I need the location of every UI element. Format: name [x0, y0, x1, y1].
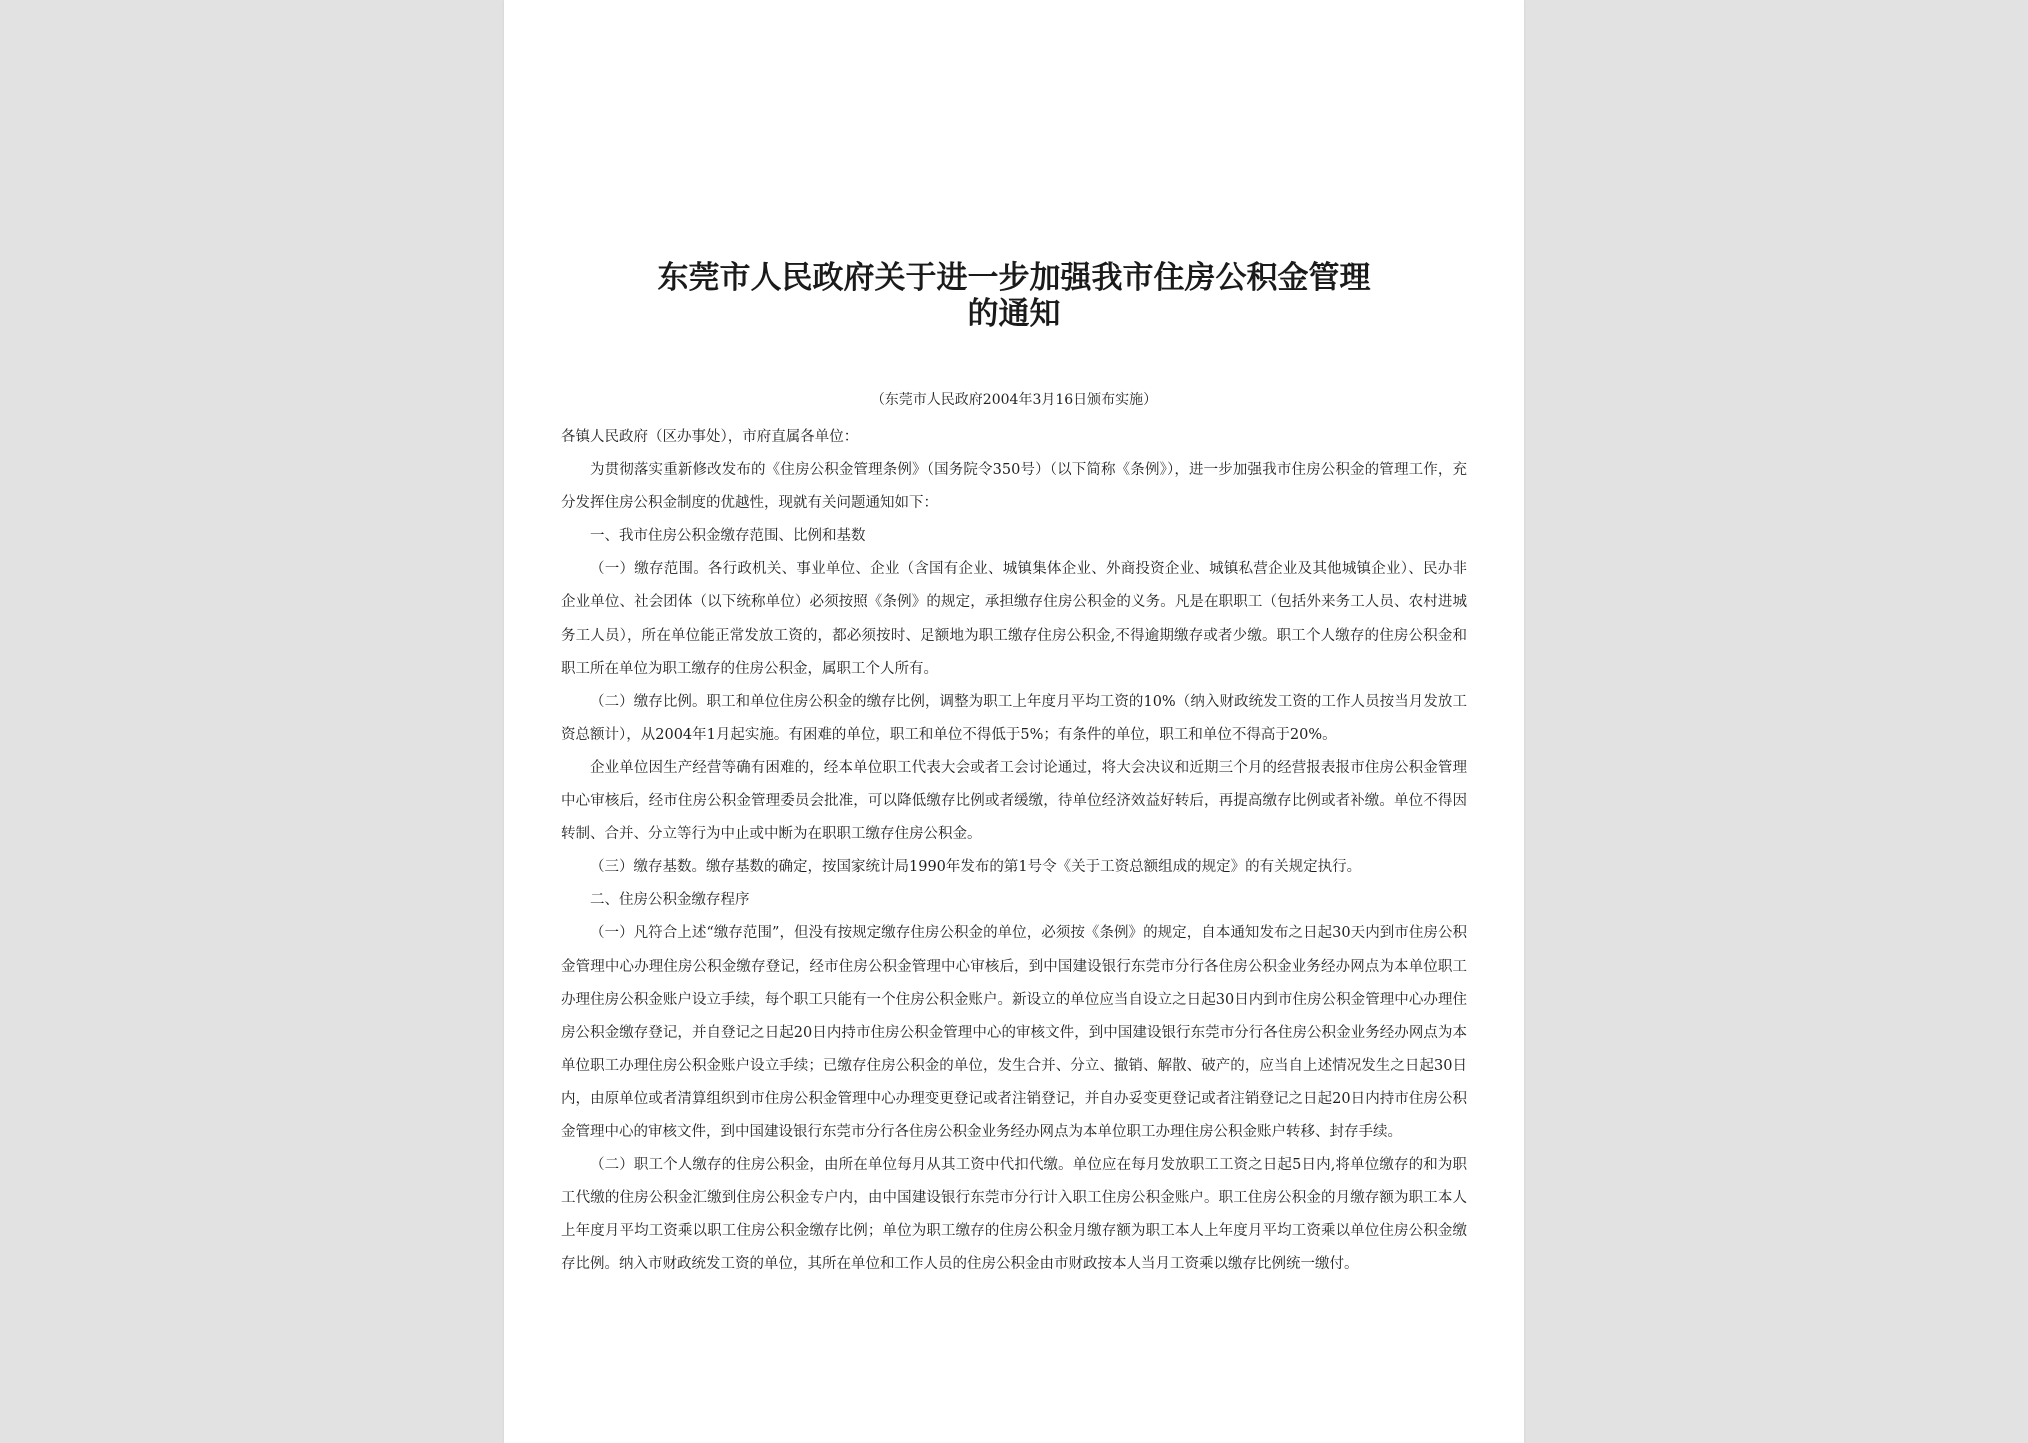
document-title-line-1: 东莞市人民政府关于进一步加强我市住房公积金管理 [657, 260, 1371, 296]
document-title-line-2: 的通知 [967, 296, 1061, 332]
section-heading: 一、我市住房公积金缴存范围、比例和基数 [590, 528, 866, 545]
document-subtitle: （东莞市人民政府2004年3月16日颁布实施） [870, 392, 1158, 408]
section-heading: 二、住房公积金缴存程序 [590, 892, 750, 909]
document-body [561, 421, 1467, 1281]
body-paragraph: 为贯彻落实重新修改发布的《住房公积金管理条例》（国务院令350号）（以下简称《条例》），进一步加强我市住房公积金的管理工作，充分发挥住房公积金制度的优越性，现就有关问题通知如下： [561, 462, 1467, 512]
body-paragraph: （二）缴存比例。职工和单位住房公积金的缴存比例，调整为职工上年度月平均工资的10%（纳入财政统发工资的工作人员按当月发放工资总额计），从2004年1月起实施。有困难的单位，职工和单位不得低于5%；有条件的单位，职工和单位不得高于20%。 [561, 693, 1467, 743]
document-title [584, 260, 1444, 332]
document-page [504, 0, 1524, 1443]
body-paragraph: （二）职工个人缴存的住房公积金，由所在单位每月从其工资中代扣代缴。单位应在每月发放职工工资之日起5日内,将单位缴存的和为职工代缴的住房公积金汇缴到住房公积金专户内，由中国建设银行东莞市分行计入职工住房公积金账户。职工住房公积金的月缴存额为职工本人上年度月平均工资乘以职工住房公积金缴存比例；单位为职工缴存的住房公积金月缴存额为职工本人上年度月平均工资乘以单位住房公积金缴存比例。纳入市财政统发工资的单位，其所在单位和工作人员的住房公积金由市财政按本人当月工资乘以缴存比例统一缴付。 [561, 1157, 1467, 1273]
body-paragraph: （一）缴存范围。各行政机关、事业单位、企业（含国有企业、城镇集体企业、外商投资企业、城镇私营企业及其他城镇企业）、民办非企业单位、社会团体（以下统称单位）必须按照《条例》的规定，承担缴存住房公积金的义务。凡是在职职工（包括外来务工人员、农村进城务工人员），所在单位能正常发放工资的，都必须按时、足额地为职工缴存住房公积金,不得逾期缴存或者少缴。职工个人缴存的住房公积金和职工所在单位为职工缴存的住房公积金，属职工个人所有。 [561, 561, 1467, 677]
body-paragraph: （三）缴存基数。缴存基数的确定，按国家统计局1990年发布的第1号令《关于工资总额组成的规定》的有关规定执行。 [590, 859, 1362, 876]
salutation-paragraph: 各镇人民政府（区办事处），市府直属各单位： [561, 429, 859, 445]
body-paragraph: 企业单位因生产经营等确有困难的，经本单位职工代表大会或者工会讨论通过，将大会决议和近期三个月的经营报表报市住房公积金管理中心审核后，经市住房公积金管理委员会批准，可以降低缴存比例或者缓缴，待单位经济效益好转后，再提高缴存比例或者补缴。单位不得因转制、合并、分立等行为中止或中断为在职职工缴存住房公积金。 [561, 759, 1467, 843]
body-paragraph: （一）凡符合上述“缴存范围”，但没有按规定缴存住房公积金的单位，必须按《条例》的规定，自本通知发布之日起30天内到市住房公积金管理中心办理住房公积金缴存登记，经市住房公积金管理中心审核后，到中国建设银行东莞市分行各住房公积金业务经办网点为本单位职工办理住房公积金账户设立手续，每个职工只能有一个住房公积金账户。新设立的单位应当自设立之日起30日内到市住房公积金管理中心办理住房公积金缴存登记，并自登记之日起20日内持市住房公积金管理中心的审核文件，到中国建设银行东莞市分行各住房公积金业务经办网点为本单位职工办理住房公积金账户设立手续；已缴存住房公积金的单位，发生合并、分立、撤销、解散、破产的，应当自上述情况发生之日起30日内，由原单位或者清算组织到市住房公积金管理中心办理变更登记或者注销登记，并自办妥变更登记或者注销登记之日起20日内持市住房公积金管理中心的审核文件，到中国建设银行东莞市分行各住房公积金业务经办网点为本单位职工办理住房公积金账户转移、封存手续。 [561, 925, 1467, 1140]
